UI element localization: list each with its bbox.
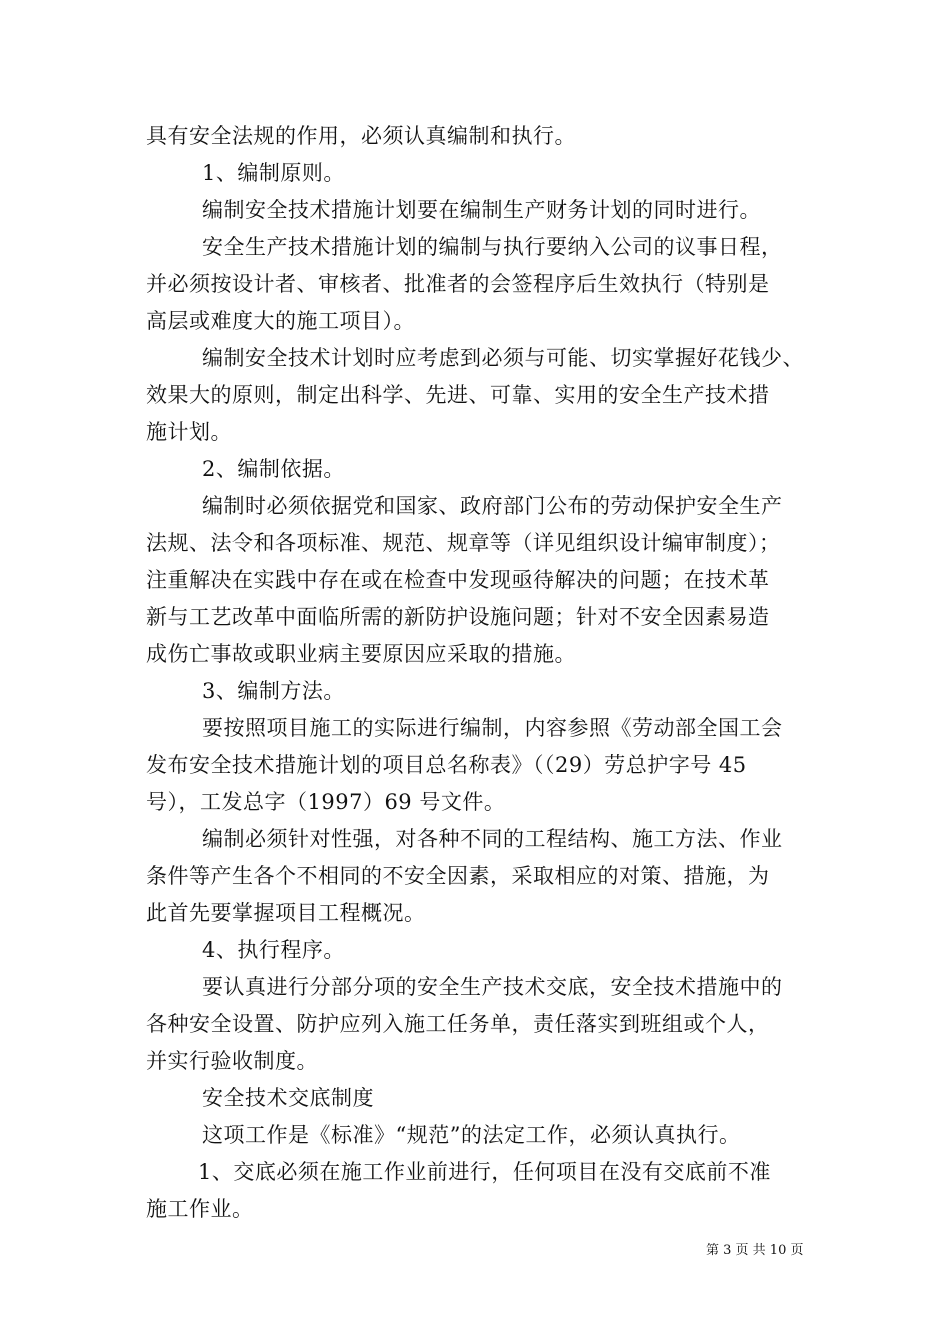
section-heading: 2、编制依据。 — [202, 457, 345, 481]
text-line: 各种安全设置、防护应列入施工任务单，责任落实到班组或个人， — [146, 1012, 770, 1036]
text-line: 编制时必须依据党和国家、政府部门公布的劳动保护安全生产 — [202, 494, 783, 518]
section-heading: 4、执行程序。 — [202, 938, 345, 962]
text-line: 编制必须针对性强，对各种不同的工程结构、施工方法、作业 — [202, 827, 783, 851]
text-line: 安全生产技术措施计划的编制与执行要纳入公司的议事日程， — [202, 235, 783, 259]
section-heading: 1、编制原则。 — [202, 161, 345, 185]
text-line: 编制安全技术计划时应考虑到必须与可能、切实掌握好花钱少、 — [202, 346, 804, 370]
text-line: 编制安全技术措施计划要在编制生产财务计划的同时进行。 — [202, 198, 761, 222]
text-line: 新与工艺改革中面临所需的新防护设施问题；针对不安全因素易造 — [146, 605, 770, 629]
section-heading: 3、编制方法。 — [202, 679, 345, 703]
text-line: 此首先要掌握项目工程概况。 — [146, 901, 426, 925]
page-number-footer: 第 3 页 共 10 页 — [706, 1243, 804, 1258]
document-body — [146, 118, 808, 1228]
text-line: 具有安全法规的作用，必须认真编制和执行。 — [146, 124, 576, 148]
text-line: 这项工作是《标准》“规范”的法定工作，必须认真执行。 — [202, 1123, 741, 1147]
text-line: 效果大的原则，制定出科学、先进、可靠、实用的安全生产技术措 — [146, 383, 770, 407]
text-line: 1、交底必须在施工作业前进行，任何项目在没有交底前不准 — [198, 1160, 771, 1184]
text-line: 注重解决在实践中存在或在检查中发现亟待解决的问题；在技术革 — [146, 568, 770, 592]
text-line: 条件等产生各个不相同的不安全因素，采取相应的对策、措施，为 — [146, 864, 770, 888]
text-line: 要按照项目施工的实际进行编制，内容参照《劳动部全国工会 — [202, 716, 783, 740]
text-line: 号），工发总字（1997）69 号文件。 — [146, 790, 506, 814]
text-line: 法规、法令和各项标准、规范、规章等（详见组织设计编审制度）； — [146, 531, 781, 555]
subtitle: 安全技术交底制度 — [202, 1086, 374, 1110]
text-line: 施工作业。 — [146, 1197, 254, 1221]
text-line: 成伤亡事故或职业病主要原因应采取的措施。 — [146, 642, 576, 666]
text-line: 施计划。 — [146, 420, 232, 444]
text-line: 并实行验收制度。 — [146, 1049, 318, 1073]
text-line: 并必须按设计者、审核者、批准者的会签程序后生效执行（特别是 — [146, 272, 770, 296]
text-line: 要认真进行分部分项的安全生产技术交底，安全技术措施中的 — [202, 975, 783, 999]
text-line: 发布安全技术措施计划的项目总名称表》（（29）劳总护字号 45 — [146, 753, 747, 777]
text-line: 高层或难度大的施工项目）。 — [146, 309, 415, 333]
